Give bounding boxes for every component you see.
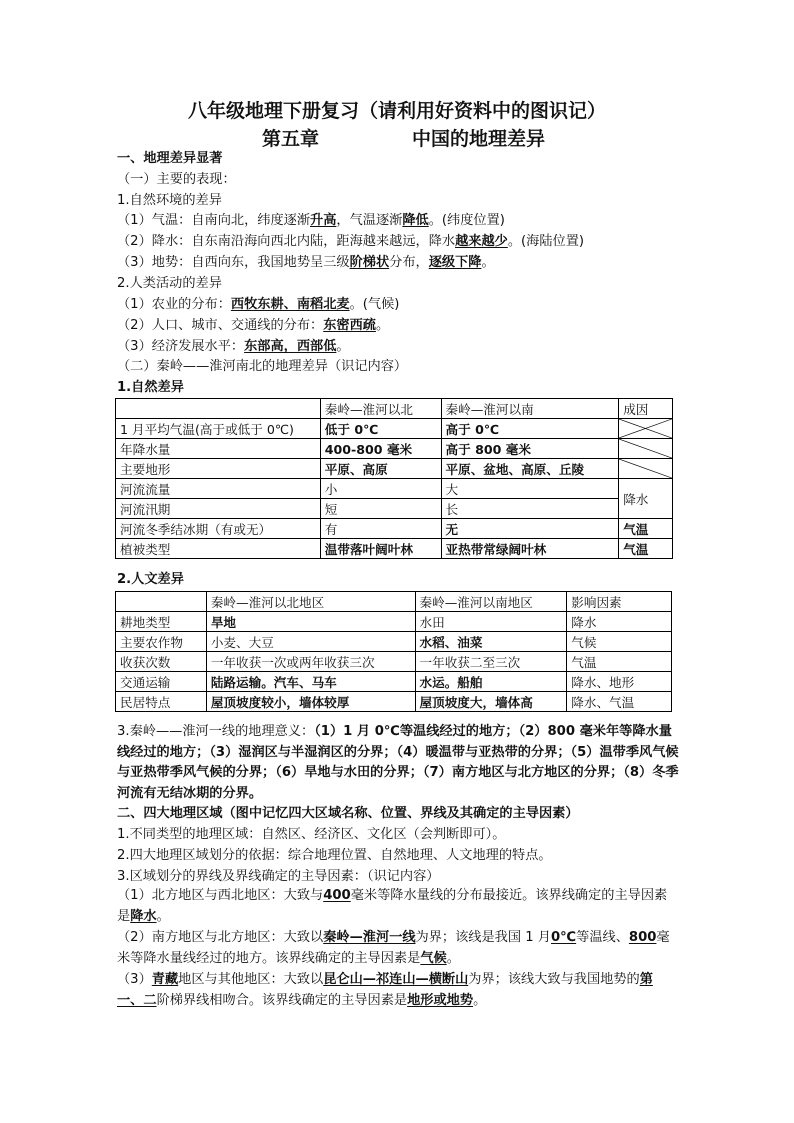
key-term: 降水 [130, 908, 157, 924]
table-cell: 一年收获一次或两年收获三次 [206, 652, 415, 672]
key-term: 西牧东耕、南稻北麦 [230, 297, 350, 312]
table-cell: 降水 [567, 612, 672, 632]
table-cell: 气温 [567, 652, 672, 672]
key-term: 800 [628, 930, 657, 945]
table-heading: 2.人文差异 [117, 572, 184, 587]
crossed-cell [619, 419, 673, 439]
text: 。(海陆位置) [507, 234, 585, 249]
key-term: 阶梯状 [349, 255, 390, 270]
table-cell: 400-800 毫米 [320, 439, 441, 459]
population-line [117, 317, 389, 335]
table-row [116, 519, 673, 539]
table-cell: 有 [320, 519, 441, 539]
key-term: 青藏 [151, 972, 179, 987]
text: 。(气候) [349, 297, 400, 312]
text: （1）气温：自南向北，纬度逐渐 [117, 213, 311, 228]
table-cell: 低于 0℃ [320, 419, 441, 439]
precipitation-line [117, 233, 584, 251]
table-row [116, 539, 673, 559]
key-term: 第一、二 [117, 972, 653, 1008]
natural-differences-table [115, 398, 673, 559]
table-row [116, 419, 673, 439]
table-row [116, 439, 673, 459]
table-cell: 大 [441, 479, 619, 499]
text: （3）地势：自西向东，我国地势呈三级 [117, 255, 350, 270]
key-term: 地形或地势 [407, 992, 474, 1008]
header-cell: 成因 [619, 399, 673, 419]
table-row [116, 692, 672, 712]
row-label: 耕地类型 [116, 612, 207, 632]
page-title: 八年级地理下册复习（请利用好资料中的图识记） [187, 100, 606, 122]
table-cell: 气候 [567, 632, 672, 652]
subsection-heading: （二）秦岭——淮河南北的地理差异（识记内容） [117, 359, 408, 374]
text: （2）人口、城市、交通线的分布： [117, 318, 324, 333]
table-cell: 旱地 [206, 612, 415, 632]
table-cell: 小 [320, 479, 441, 499]
text: 阶梯界线相吻合。该界线确定的主导因素是 [156, 992, 408, 1008]
agriculture-line [117, 296, 399, 314]
table-heading: 1.自然差异 [117, 380, 184, 395]
table-cell: 陆路运输。汽车、马车 [206, 672, 415, 692]
key-term: 秦岭—淮河一线 [323, 930, 416, 945]
key-term: 昆仑山—祁连山—横断山 [323, 972, 469, 987]
crossed-cell [619, 439, 673, 459]
text: 地区与其他地区：大致以 [178, 972, 324, 987]
table-cell: 水运。船舶 [415, 672, 567, 692]
key-term: 越来越少 [455, 234, 508, 249]
cross-diagonal-icon [619, 419, 672, 438]
key-term: 降低 [402, 213, 429, 228]
text: 。 [481, 255, 495, 270]
text: 3.秦岭——淮河一线的地理意义： [117, 724, 315, 739]
cause-cell: 气温 [619, 519, 673, 539]
table-cell: 屋顶坡度较小，墙体较厚 [206, 692, 415, 712]
text: （2）南方地区与北方地区：大致以 [117, 930, 324, 945]
text: 等温线、 [576, 930, 629, 945]
table-row [116, 632, 672, 652]
text: 。 [473, 992, 487, 1008]
key-term: 400 [323, 888, 351, 903]
key-term: 东密西疏 [323, 318, 376, 333]
table-cell: 一年收获二至三次 [415, 652, 567, 672]
text: 毫米等降水量线的分布最接近。该界线确定的主导因素是 [117, 888, 668, 924]
table-cell: 屋顶坡度大，墙体高 [415, 692, 567, 712]
chapter-name: 中国的地理差异 [412, 128, 546, 150]
boundary-3-paragraph [117, 970, 679, 1011]
table-cell: 高于 0℃ [441, 419, 619, 439]
table-cell: 水稻、油菜 [415, 632, 567, 652]
row-label: 年降水量 [116, 439, 321, 459]
diagonal-line-icon [619, 439, 672, 458]
diagonal-line-icon [619, 459, 672, 478]
table-cell: 小麦、大豆 [206, 632, 415, 652]
key-term: 东部高，西部低 [244, 339, 337, 354]
row-label: 河流冬季结冰期（有或无） [116, 519, 321, 539]
row-label: 植被类型 [116, 539, 321, 559]
header-cell [116, 592, 207, 612]
text: 毫米等降水量线经过的地方。该界线确定的主导因素是 [117, 930, 670, 966]
significance-paragraph [117, 722, 679, 804]
header-cell: 秦岭—淮河以北地区 [206, 592, 415, 612]
cause-cell: 气温 [619, 539, 673, 559]
key-term: 气候 [420, 950, 447, 966]
point-line: 3.区域划分的界线及界线确定的主导因素：（识记内容） [117, 869, 440, 884]
table-cell: 高于 800 毫米 [441, 439, 619, 459]
temperature-line [117, 212, 505, 230]
header-cell [116, 399, 321, 419]
table-row [116, 672, 672, 692]
text: ，气温逐渐 [336, 213, 403, 228]
key-term: 逐级下降 [428, 255, 482, 270]
key-term: 升高 [310, 213, 337, 228]
text: （2）降水：自东南沿海向西北内陆，距海越来越远，降水 [117, 234, 456, 249]
table-cell: 无 [441, 519, 619, 539]
crossed-cell [619, 459, 673, 479]
text: （3） [117, 972, 152, 987]
chapter-number: 第五章 [262, 128, 320, 150]
text: 。 [336, 339, 350, 354]
text: 。 [375, 318, 390, 333]
row-label: 河流汛期 [116, 499, 321, 519]
point-heading: 1.自然环境的差异 [117, 193, 222, 208]
text: 为界；该线大致与我国地势的 [468, 972, 640, 987]
economy-line [117, 338, 350, 356]
table-cell: 降水、地形 [567, 672, 672, 692]
subsection-heading: （一）主要的表现： [117, 172, 236, 187]
row-label: 民居特点 [116, 692, 207, 712]
boundary-1-paragraph [117, 886, 679, 927]
text: 为界；该线是我国 1 月 [415, 930, 551, 945]
table-cell: 温带落叶阔叶林 [320, 539, 441, 559]
table-cell: 水田 [415, 612, 567, 632]
key-term: 0℃ [550, 930, 577, 945]
key-term: （1）1 月 0℃等温线经过的地方；（2）800 毫米年等降水量线经过的地方；（3）湿润区与半湿润区的分界；（4）暖温带与亚热带的分界；（5）温带季风气候与亚热带季风气候的分界；（6）旱地与水田的分界；（7）南方地区与北方地区的分界；（8）冬季河流有无结冰期的分界。 [117, 724, 679, 801]
table-cell: 亚热带常绿阔叶林 [441, 539, 619, 559]
terrain-line [117, 254, 495, 272]
text: 。 [446, 950, 460, 966]
row-label: 主要农作物 [116, 632, 207, 652]
row-label: 交通运输 [116, 672, 207, 692]
header-cell: 秦岭—淮河以南 [441, 399, 619, 419]
text: （1）北方地区与西北地区：大致与 [117, 888, 324, 903]
row-label: 1 月平均气温(高于或低于 0℃) [116, 419, 321, 439]
text: 。 [156, 908, 170, 924]
table-row [116, 459, 673, 479]
point-line: 2.四大地理区域划分的依据：综合地理位置、自然地理、人文地理的特点。 [117, 848, 552, 863]
table-header-row [116, 399, 673, 419]
text: （1）农业的分布： [117, 297, 231, 312]
header-cell: 秦岭—淮河以南地区 [415, 592, 567, 612]
header-cell: 秦岭—淮河以北 [320, 399, 441, 419]
table-row [116, 499, 673, 519]
row-label: 主要地形 [116, 459, 321, 479]
row-label: 收获次数 [116, 652, 207, 672]
table-cell: 降水、气温 [567, 692, 672, 712]
header-cell: 影响因素 [567, 592, 672, 612]
point-line: 1.不同类型的地理区域：自然区、经济区、文化区（会判断即可）。 [117, 827, 506, 842]
table-cell: 平原、高原 [320, 459, 441, 479]
point-heading: 2.人类活动的差异 [117, 276, 222, 291]
table-cell: 长 [441, 499, 619, 519]
table-row [116, 612, 672, 632]
table-cell: 短 [320, 499, 441, 519]
text: 。(纬度位置) [428, 213, 505, 228]
text: 分布， [389, 255, 429, 270]
cause-cell: 降水 [619, 479, 673, 519]
boundary-2-paragraph [117, 928, 679, 969]
row-label: 河流流量 [116, 479, 321, 499]
table-cell: 平原、盆地、高原、丘陵 [441, 459, 619, 479]
section-heading: 二、四大地理区域（图中记忆四大区域名称、位置、界线及其确定的主导因素） [117, 806, 579, 821]
table-header-row [116, 592, 672, 612]
human-differences-table [115, 591, 672, 712]
table-row [116, 652, 672, 672]
text: （3）经济发展水平： [117, 339, 245, 354]
section-heading: 一、地理差异显著 [117, 151, 223, 166]
table-row [116, 479, 673, 499]
